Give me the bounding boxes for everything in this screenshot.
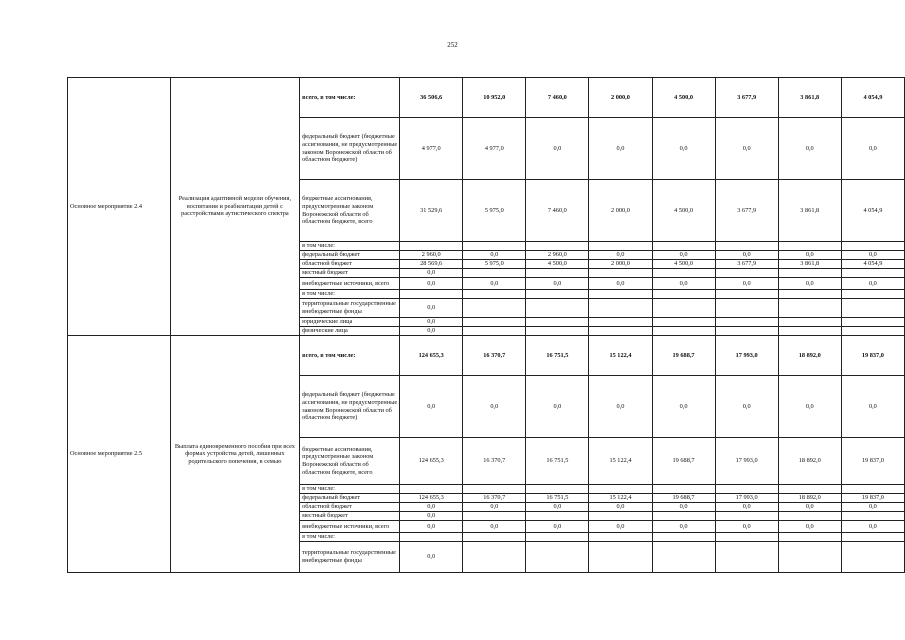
amount-cell	[463, 269, 526, 278]
amount-cell	[526, 242, 589, 251]
amount-cell: 0,0	[400, 269, 463, 278]
amount-cell: 0,0	[652, 118, 715, 180]
amount-cell	[463, 327, 526, 336]
amount-cell	[715, 269, 778, 278]
amount-cell: 0,0	[841, 503, 904, 512]
amount-cell	[589, 512, 652, 521]
amount-cell	[715, 242, 778, 251]
amount-cell: 4 054,9	[841, 180, 904, 242]
amount-cell	[589, 485, 652, 494]
amount-cell: 0,0	[400, 299, 463, 318]
amount-cell	[589, 290, 652, 299]
amount-cell: 124 655,3	[400, 336, 463, 376]
amount-cell	[652, 485, 715, 494]
amount-cell: 0,0	[589, 503, 652, 512]
amount-cell: 0,0	[778, 278, 841, 290]
amount-cell: 3 677,9	[715, 260, 778, 269]
amount-cell	[652, 299, 715, 318]
funding-source-label: в том числе:	[300, 242, 400, 251]
amount-cell	[463, 542, 526, 573]
page-number: 252	[447, 41, 458, 49]
amount-cell	[589, 299, 652, 318]
amount-cell	[841, 512, 904, 521]
amount-cell: 3 677,9	[715, 180, 778, 242]
amount-cell: 5 975,0	[463, 180, 526, 242]
amount-cell	[463, 299, 526, 318]
amount-cell	[463, 318, 526, 327]
amount-cell	[841, 269, 904, 278]
amount-cell: 16 370,7	[463, 438, 526, 485]
amount-cell: 0,0	[715, 278, 778, 290]
amount-cell: 18 892,0	[778, 438, 841, 485]
funding-source-label: в том числе:	[300, 533, 400, 542]
amount-cell: 0,0	[715, 521, 778, 533]
amount-cell: 0,0	[841, 118, 904, 180]
amount-cell: 0,0	[652, 251, 715, 260]
activity-name: Основное мероприятие 2.5	[68, 336, 171, 573]
amount-cell	[589, 318, 652, 327]
table-row	[68, 78, 905, 118]
amount-cell	[715, 327, 778, 336]
amount-cell: 0,0	[463, 521, 526, 533]
amount-cell: 5 975,0	[463, 260, 526, 269]
funding-source-label: в том числе:	[300, 485, 400, 494]
amount-cell: 28 569,6	[400, 260, 463, 269]
amount-cell	[463, 242, 526, 251]
funding-source-label: областной бюджет	[300, 260, 400, 269]
amount-cell	[526, 542, 589, 573]
amount-cell	[400, 485, 463, 494]
amount-cell: 0,0	[589, 376, 652, 438]
amount-cell: 0,0	[652, 278, 715, 290]
amount-cell	[715, 299, 778, 318]
amount-cell: 0,0	[589, 118, 652, 180]
amount-cell	[652, 318, 715, 327]
amount-cell	[589, 269, 652, 278]
amount-cell	[652, 542, 715, 573]
amount-cell	[526, 299, 589, 318]
amount-cell: 0,0	[841, 278, 904, 290]
amount-cell	[778, 327, 841, 336]
amount-cell: 4 500,0	[652, 180, 715, 242]
amount-cell	[778, 512, 841, 521]
amount-cell	[652, 269, 715, 278]
amount-cell: 4 054,9	[841, 78, 904, 118]
amount-cell	[715, 533, 778, 542]
amount-cell: 4 500,0	[652, 260, 715, 269]
funding-source-label: местный бюджет	[300, 269, 400, 278]
funding-source-label: федеральный бюджет (бюджетные ассигнования, не предусмотренные законом Воронежской области об областном бюджете)	[300, 118, 400, 180]
table-row	[68, 336, 905, 376]
amount-cell: 0,0	[652, 521, 715, 533]
amount-cell	[778, 269, 841, 278]
amount-cell: 0,0	[715, 118, 778, 180]
amount-cell: 0,0	[778, 521, 841, 533]
amount-cell: 4 500,0	[652, 78, 715, 118]
activity-description: Выплата единовременного пособия при всех формах устройства детей, лишенных родительского попечения, в семью	[170, 336, 299, 573]
amount-cell	[841, 485, 904, 494]
amount-cell: 0,0	[526, 521, 589, 533]
amount-cell	[652, 533, 715, 542]
amount-cell: 17 993,0	[715, 336, 778, 376]
amount-cell: 0,0	[400, 512, 463, 521]
amount-cell	[652, 512, 715, 521]
amount-cell	[778, 485, 841, 494]
amount-cell	[715, 318, 778, 327]
amount-cell: 0,0	[589, 251, 652, 260]
amount-cell: 19 688,7	[652, 494, 715, 503]
amount-cell	[526, 269, 589, 278]
amount-cell: 16 751,5	[526, 438, 589, 485]
amount-cell: 0,0	[526, 503, 589, 512]
amount-cell: 17 993,0	[715, 494, 778, 503]
amount-cell: 4 977,0	[400, 118, 463, 180]
amount-cell	[715, 485, 778, 494]
amount-cell: 19 688,7	[652, 336, 715, 376]
funding-source-label: территориальные государственные внебюджетные фонды	[300, 542, 400, 573]
amount-cell	[652, 242, 715, 251]
amount-cell: 15 122,4	[589, 494, 652, 503]
budget-table	[67, 77, 905, 573]
amount-cell: 2 000,0	[589, 260, 652, 269]
amount-cell	[841, 290, 904, 299]
amount-cell: 0,0	[652, 376, 715, 438]
funding-source-label: федеральный бюджет (бюджетные ассигнования, не предусмотренные законом Воронежской области об областном бюджете)	[300, 376, 400, 438]
funding-source-label: в том числе:	[300, 290, 400, 299]
amount-cell	[463, 290, 526, 299]
amount-cell	[715, 512, 778, 521]
amount-cell: 18 892,0	[778, 494, 841, 503]
amount-cell: 31 529,6	[400, 180, 463, 242]
amount-cell	[778, 542, 841, 573]
amount-cell: 124 655,3	[400, 494, 463, 503]
amount-cell	[400, 290, 463, 299]
amount-cell	[526, 318, 589, 327]
amount-cell: 0,0	[841, 251, 904, 260]
amount-cell: 3 861,8	[778, 180, 841, 242]
amount-cell	[778, 318, 841, 327]
amount-cell: 0,0	[400, 542, 463, 573]
amount-cell: 18 892,0	[778, 336, 841, 376]
amount-cell: 0,0	[400, 376, 463, 438]
amount-cell	[589, 242, 652, 251]
amount-cell: 0,0	[778, 251, 841, 260]
amount-cell: 0,0	[526, 376, 589, 438]
amount-cell: 0,0	[589, 278, 652, 290]
amount-cell: 19 688,7	[652, 438, 715, 485]
amount-cell	[841, 318, 904, 327]
amount-cell: 0,0	[841, 521, 904, 533]
amount-cell	[526, 327, 589, 336]
amount-cell: 0,0	[400, 327, 463, 336]
amount-cell: 2 960,0	[526, 251, 589, 260]
amount-cell	[652, 327, 715, 336]
amount-cell	[778, 533, 841, 542]
amount-cell: 36 506,6	[400, 78, 463, 118]
amount-cell	[841, 327, 904, 336]
amount-cell: 3 861,8	[778, 78, 841, 118]
amount-cell	[841, 533, 904, 542]
activity-description: Реализация адаптивной модели обучения, воспитания и реабилитации детей с расстройствами аутистического спектра	[170, 78, 299, 336]
amount-cell	[526, 485, 589, 494]
funding-source-label: юридические лица	[300, 318, 400, 327]
funding-source-label: территориальные государственные внебюджетные фонды	[300, 299, 400, 318]
amount-cell	[463, 533, 526, 542]
funding-source-label: всего, в том числе:	[300, 78, 400, 118]
amount-cell: 0,0	[715, 503, 778, 512]
amount-cell: 16 751,5	[526, 494, 589, 503]
amount-cell: 0,0	[652, 503, 715, 512]
amount-cell: 19 837,0	[841, 438, 904, 485]
activity-name: Основное мероприятие 2.4	[68, 78, 171, 336]
amount-cell: 16 751,5	[526, 336, 589, 376]
amount-cell	[400, 533, 463, 542]
amount-cell: 4 500,0	[526, 260, 589, 269]
funding-source-label: федеральный бюджет	[300, 494, 400, 503]
amount-cell: 3 677,9	[715, 78, 778, 118]
funding-source-label: областной бюджет	[300, 503, 400, 512]
amount-cell	[715, 542, 778, 573]
amount-cell: 15 122,4	[589, 438, 652, 485]
amount-cell	[526, 512, 589, 521]
amount-cell	[841, 242, 904, 251]
amount-cell: 0,0	[778, 376, 841, 438]
amount-cell: 2 000,0	[589, 180, 652, 242]
amount-cell: 16 370,7	[463, 336, 526, 376]
amount-cell	[778, 242, 841, 251]
amount-cell: 15 122,4	[589, 336, 652, 376]
amount-cell	[841, 542, 904, 573]
amount-cell: 0,0	[463, 251, 526, 260]
amount-cell: 19 837,0	[841, 336, 904, 376]
amount-cell: 2 960,0	[400, 251, 463, 260]
amount-cell: 0,0	[463, 376, 526, 438]
amount-cell	[463, 512, 526, 521]
funding-source-label: бюджетные ассигнования, предусмотренные законом Воронежской области об областном бюджете, всего	[300, 180, 400, 242]
amount-cell	[715, 290, 778, 299]
amount-cell: 0,0	[778, 503, 841, 512]
amount-cell	[778, 299, 841, 318]
amount-cell: 0,0	[841, 376, 904, 438]
amount-cell	[463, 485, 526, 494]
amount-cell: 19 837,0	[841, 494, 904, 503]
amount-cell: 0,0	[400, 318, 463, 327]
amount-cell: 0,0	[400, 278, 463, 290]
funding-source-label: физические лица	[300, 327, 400, 336]
amount-cell: 0,0	[715, 376, 778, 438]
amount-cell	[400, 242, 463, 251]
amount-cell: 0,0	[400, 521, 463, 533]
amount-cell	[652, 290, 715, 299]
amount-cell	[526, 290, 589, 299]
funding-source-label: бюджетные ассигнования, предусмотренные законом Воронежской области об областном бюджете, всего	[300, 438, 400, 485]
amount-cell: 2 000,0	[589, 78, 652, 118]
amount-cell: 4 977,0	[463, 118, 526, 180]
amount-cell: 124 655,3	[400, 438, 463, 485]
amount-cell: 3 861,8	[778, 260, 841, 269]
amount-cell	[778, 290, 841, 299]
amount-cell: 17 993,0	[715, 438, 778, 485]
amount-cell: 7 460,0	[526, 78, 589, 118]
amount-cell: 0,0	[463, 503, 526, 512]
amount-cell: 0,0	[589, 521, 652, 533]
funding-source-label: внебюджетные источники, всего	[300, 278, 400, 290]
amount-cell	[589, 327, 652, 336]
funding-source-label: всего, в том числе:	[300, 336, 400, 376]
funding-source-label: внебюджетные источники, всего	[300, 521, 400, 533]
amount-cell: 10 952,0	[463, 78, 526, 118]
amount-cell: 7 460,0	[526, 180, 589, 242]
amount-cell	[841, 299, 904, 318]
amount-cell: 0,0	[778, 118, 841, 180]
amount-cell: 0,0	[400, 503, 463, 512]
funding-source-label: местный бюджет	[300, 512, 400, 521]
funding-source-label: федеральный бюджет	[300, 251, 400, 260]
amount-cell: 0,0	[526, 278, 589, 290]
amount-cell	[589, 533, 652, 542]
amount-cell: 16 370,7	[463, 494, 526, 503]
amount-cell: 0,0	[463, 278, 526, 290]
amount-cell: 0,0	[526, 118, 589, 180]
amount-cell	[589, 542, 652, 573]
amount-cell: 0,0	[715, 251, 778, 260]
amount-cell	[526, 533, 589, 542]
amount-cell: 4 054,9	[841, 260, 904, 269]
